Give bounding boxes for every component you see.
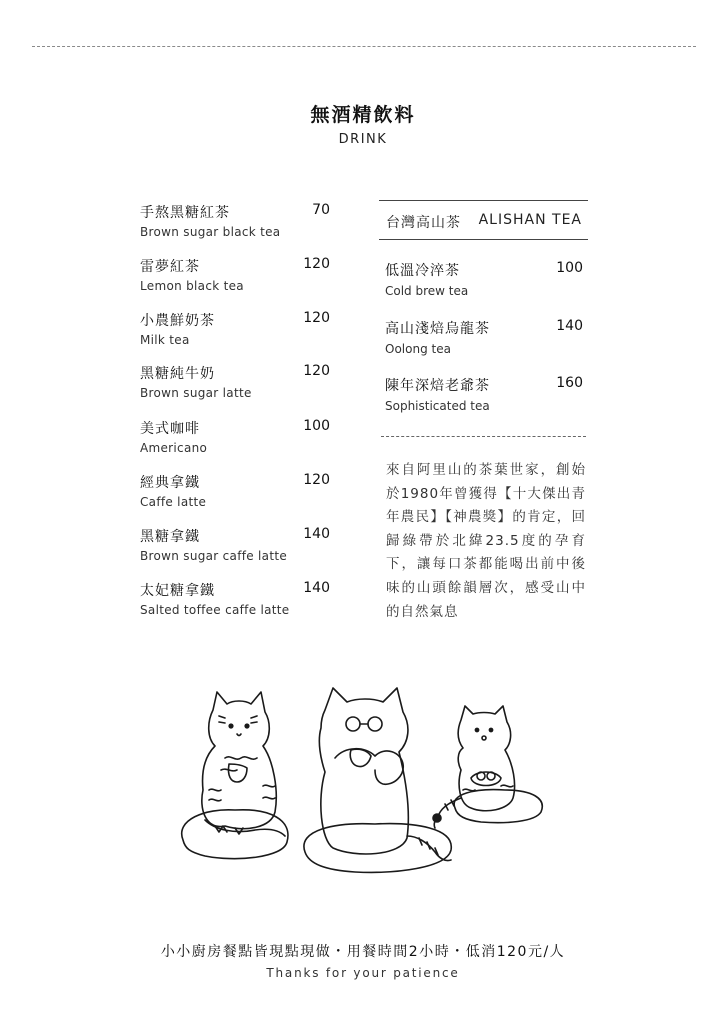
item-name-en: Brown sugar caffe latte — [140, 549, 288, 563]
item-price: 140 — [303, 526, 330, 542]
item-name-zh: 高山淺焙烏龍茶 — [385, 321, 490, 337]
item-name-en: Caffe latte — [140, 495, 207, 509]
item-name-zh: 黑糖拿鐵 — [140, 529, 200, 545]
menu-item — [140, 256, 330, 293]
item-price: 100 — [303, 418, 330, 434]
item-price: 70 — [312, 202, 330, 218]
item-name-en: Oolong tea — [385, 342, 451, 356]
item-price: 160 — [556, 375, 583, 391]
item-price: 120 — [303, 363, 330, 379]
item-price: 100 — [556, 260, 583, 276]
menu-item — [140, 202, 330, 239]
item-name-zh: 低溫冷淬茶 — [385, 263, 460, 279]
menu-item — [140, 418, 330, 455]
menu-item — [140, 580, 330, 617]
item-name-zh: 手熬黑糖紅茶 — [140, 205, 230, 221]
item-name-en: Brown sugar black tea — [140, 225, 281, 239]
tea-item — [385, 260, 583, 298]
item-name-zh: 小農鮮奶茶 — [140, 313, 215, 329]
tea-item — [385, 375, 583, 413]
item-name-en: Brown sugar latte — [140, 386, 252, 400]
item-name-zh: 黑糖純牛奶 — [140, 366, 215, 382]
tea-item — [385, 318, 583, 356]
menu-subtitle: DRINK — [338, 132, 388, 147]
item-name-en: Milk tea — [140, 333, 190, 347]
item-name-zh: 經典拿鐵 — [140, 475, 200, 491]
item-name-en: Sophisticated tea — [385, 399, 490, 413]
item-name-zh: 雷夢紅茶 — [140, 259, 200, 275]
item-name-zh: 美式咖啡 — [140, 421, 200, 437]
footer-note-en: Thanks for your patience — [266, 966, 460, 980]
item-name-zh: 太妃糖拿鐵 — [140, 583, 215, 599]
menu-item — [140, 472, 330, 509]
item-name-en: Cold brew tea — [385, 284, 469, 298]
item-price: 120 — [303, 256, 330, 272]
tea-heading-en: ALISHAN TEA — [478, 212, 582, 228]
item-name-zh: 陳年深焙老爺茶 — [385, 378, 490, 394]
item-price: 140 — [303, 580, 330, 596]
item-name-en: Americano — [140, 441, 208, 455]
menu-title: 無酒精飲料 — [310, 104, 416, 126]
tea-section-heading — [379, 200, 588, 240]
item-price: 120 — [303, 310, 330, 326]
menu-item — [140, 363, 330, 400]
tea-divider — [381, 436, 586, 437]
footer-note-zh: 小小廚房餐點皆現點現做・用餐時間2小時・低消120元/人 — [160, 944, 566, 960]
item-name-en: Salted toffee caffe latte — [140, 603, 290, 617]
item-name-en: Lemon black tea — [140, 279, 244, 293]
menu-item — [140, 526, 330, 563]
tea-heading-zh: 台灣高山茶 — [386, 215, 461, 231]
top-divider — [32, 46, 696, 47]
three-cats-drinking-tea-illustration — [175, 680, 555, 880]
item-price: 120 — [303, 472, 330, 488]
menu-item — [140, 310, 330, 347]
tea-description: 來自阿里山的茶葉世家，創始於1980年曾獲得【十大傑出青年農民】【神農獎】的肯定，回歸綠帶於北緯23.5度的孕育下，讓每口茶都能喝出前中後味的山頭餘韻層次，感受山中的自然氣息 — [386, 462, 586, 620]
item-price: 140 — [556, 318, 583, 334]
